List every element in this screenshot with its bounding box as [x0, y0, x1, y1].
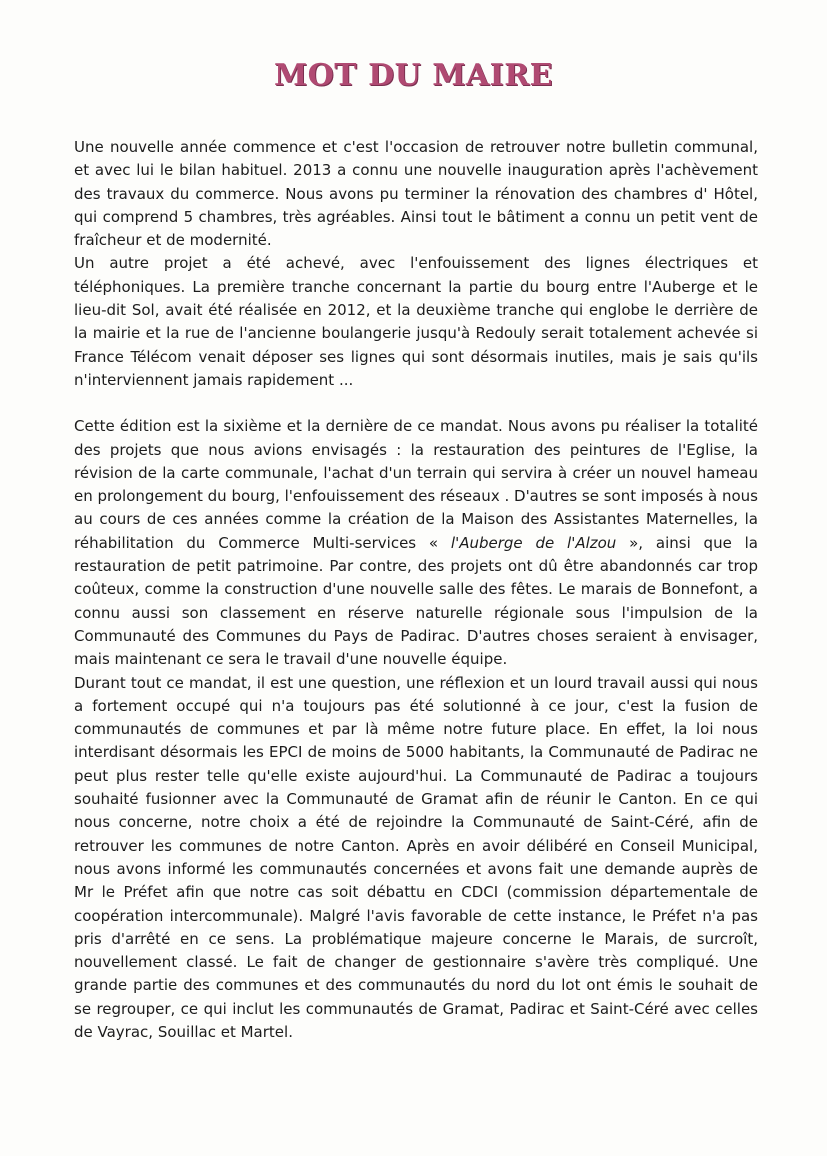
auberge-name: l'Auberge de l'Alzou [450, 533, 617, 552]
paragraph-enfouissement: Un autre projet a été achevé, avec l'enfouissement des lignes électriques et téléphoniques. La première tranche concernant la partie du bourg entre l'Auberge et le lieu-dit Sol, avait été réalisée en 2012, et la deuxième tranche qui englobe le derrière de la mairie et la rue de l'ancienne boulangerie jusqu'à Redouly serait totalement achevée si France Télécom venait déposer ses lignes qui sont désormais inutiles, mais je sais qu'ils n'interviennent jamais rapidement ... [74, 254, 758, 389]
page-title: MOT DU MAIRE [273, 58, 554, 93]
paragraph-mandat-start: Cette édition est la sixième et la dernière de ce mandat. Nous avons pu réaliser la totalité des projets que nous avions envisagés : la restauration des peintures de l'Eglise, la révision de la carte communale, l'achat d'un terrain qui servira à créer un nouvel hameau en prolongement du bourg, l'enfouissement des réseaux . D'autres se sont imposés à nous au cours de ces années comme la création de la Maison des Assistantes Maternelles, la réhabilitation du Commerce Multi-services « [74, 417, 758, 552]
paragraph-mandat-end: », ainsi que la restauration de petit patrimoine. Par contre, des projets ont dû être abandonnés car trop coûteux, comme la construction d'une nouvelle salle des fêtes. Le marais de Bonnefont, a connu aussi son classement en réserve naturelle régionale sous l'impulsion de la Communauté des Communes du Pays de Padirac. D'autres choses seraient à envisager, mais maintenant ce sera le travail d'une nouvelle équipe. [74, 533, 758, 669]
paragraph-intro: Une nouvelle année commence et c'est l'occasion de retrouver notre bulletin communal, et avec lui le bilan habituel. 2013 a connu une nouvelle inauguration après l'achèvement des travaux du commerce. Nous avons pu terminer la rénovation des chambres d' Hôtel, qui comprend 5 chambres, très agréables. Ainsi tout le bâtiment a connu un petit vent de fraîcheur et de modernité. [74, 138, 758, 250]
article-body [74, 136, 758, 1044]
paragraph-fusion: Durant tout ce mandat, il est une question, une réflexion et un lourd travail aussi qui nous a fortement occupé qui n'a toujours pas été solutionné à ce jour, c'est la fusion de communautés de communes et par là même notre future place. En effet, la loi nous interdisant désormais les EPCI de moins de 5000 habitants, la Communauté de Padirac ne peut plus rester telle qu'elle existe aujourd'hui. La Communauté de Padirac a toujours souhaité fusionner avec la Communauté de Gramat afin de réunir le Canton. En ce qui nous concerne, notre choix a été de rejoindre la Communauté de Saint-Céré, afin de retrouver les communes de notre Canton. Après en avoir délibéré en Conseil Municipal, nous avons informé les communautés concernées et avons fait une demande auprès de Mr le Préfet afin que notre cas soit débattu en CDCI (commission départementale de coopération intercommunale). Malgré l'avis favorable de cette instance, le Préfet n'a pas pris d'arrêté en ce sens. La problématique majeure concerne le Marais, de surcroît, nouvellement classé. Le fait de changer de gestionnaire s'avère très compliqué. Une grande partie des communes et des communautés du nord du lot ont émis le souhait de se regrouper, ce qui inclut les communautés de Gramat, Padirac et Saint-Céré avec celles de Vayrac, Souillac et Martel. [74, 673, 758, 1041]
paragraph-mandat [74, 415, 758, 671]
